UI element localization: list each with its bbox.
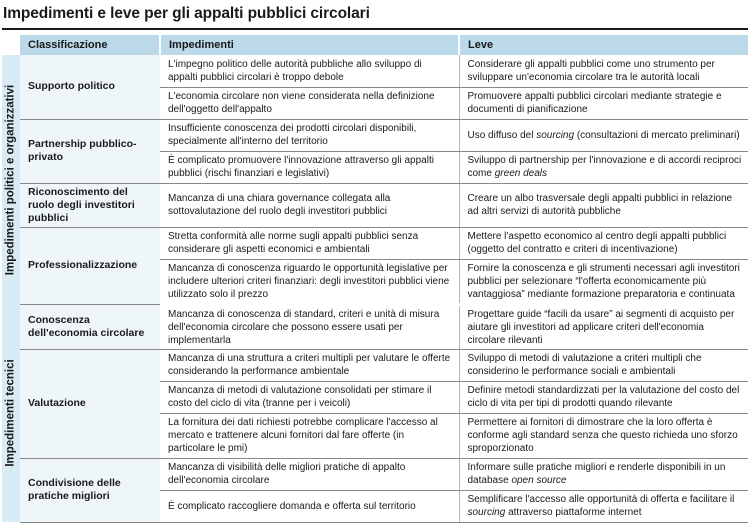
obstacle-cell: La fornitura dei dati richiesti potrebbe complicare l'accesso al mercato e trattenere alcuni fornitori dal fare offerte (in particolare le pmi) — [160, 413, 459, 458]
obstacle-cell: Mancanza di conoscenza riguardo le opportunità legislative per includere ulteriori criteri finanziari: degli investitori pubblici viene utilizzato solo il prezzo — [160, 259, 459, 304]
lever-cell — [459, 151, 748, 183]
obstacle-cell: Mancanza di una chiara governance collegata alla sottovalutazione del ruolo degli investitori pubblici — [160, 183, 459, 227]
lever-cell — [459, 458, 748, 490]
page-title: Impedimenti e leve per gli appalti pubblici circolari — [3, 5, 370, 22]
category-political — [2, 55, 20, 304]
lever-italic-text: sourcing — [536, 129, 575, 141]
row-label-ppp: Partnership pubblico-privato — [20, 119, 160, 183]
lever-cell: Creare un albo trasversale degli appalti pubblici in relazione ad altri servizi di autorità pubbliche — [459, 183, 748, 227]
table-row — [2, 183, 748, 227]
obstacle-cell: Insufficiente conoscenza dei prodotti circolari disponibili, specialmente all'interno del territorio — [160, 119, 459, 151]
lever-cell: Fornire la conoscenza e gli strumenti necessari agli investitori pubblici per selezionare “l'offerta economicamente più vantaggiosa” mediante formazione preparatoria e continuata — [459, 259, 748, 304]
obstacle-cell: Mancanza di una struttura a criteri multipli per valutare le offerte considerando la performance ambientale — [160, 349, 459, 381]
obstacles-levers-table — [2, 35, 748, 523]
row-label-knowledge: Conoscenza dell'economia circolare — [20, 304, 160, 349]
row-label-political-support: Supporto politico — [20, 55, 160, 119]
lever-text: Informare sulle pratiche migliori e renderle disponibili in un database — [467, 462, 726, 486]
lever-text: Sviluppo di partnership per l'innovazione e di accordi reciproci come — [467, 155, 742, 179]
lever-cell: Definire metodi standardizzati per la valutazione del costo del ciclo di vita per tipi di prodotti quando rilevante — [459, 381, 748, 413]
obstacle-cell: Mancanza di metodi di valutazione consolidati per stimare il costo del ciclo di vita (tranne per i veicoli) — [160, 381, 459, 413]
lever-italic-text: sourcing — [467, 507, 506, 518]
header-blank — [2, 35, 20, 55]
header-levers: Leve — [459, 35, 748, 55]
table-row — [2, 458, 748, 490]
obstacle-cell: L'economia circolare non viene considerata nella definizione dell'oggetto dell'appalto — [160, 87, 459, 119]
lever-italic-text: open source — [511, 475, 567, 486]
lever-text: Semplificare l'accesso alle opportunità di offerta e facilitare il — [467, 494, 735, 505]
table-row — [2, 55, 748, 87]
lever-cell: Promuovere appalti pubblici circolari mediante strategie e documenti di pianificazione — [459, 87, 748, 119]
table-row — [2, 304, 748, 349]
row-label-sharing: Condivisione delle pratiche migliori — [20, 458, 160, 522]
category-political-label: Impedimenti politici e organizzativi — [4, 84, 17, 275]
obstacle-cell: È complicato raccogliere domanda e offerta sul territorio — [160, 490, 459, 522]
table-row — [2, 119, 748, 151]
obstacle-cell: Mancanza di conoscenza di standard, criteri e unità di misura dell'economia circolare che possono essere usati per implementarla — [160, 304, 459, 349]
header-obstacles: Impedimenti — [160, 35, 459, 55]
category-technical — [2, 304, 20, 522]
lever-cell: Permettere ai fornitori di dimostrare che la loro offerta è conforme agli standard senza che questo richieda uno sforzo sproporzionato — [459, 413, 748, 458]
table-container — [2, 35, 748, 523]
obstacle-cell: L'impegno politico delle autorità pubbliche allo sviluppo di appalti pubblici circolari è troppo debole — [160, 55, 459, 87]
lever-text: (consultazioni di mercato preliminari) — [574, 129, 740, 141]
lever-text: attraverso piattaforme internet — [505, 507, 642, 518]
lever-cell — [459, 119, 748, 151]
row-label-evaluation: Valutazione — [20, 349, 160, 458]
header-classification: Classificazione — [20, 35, 160, 55]
obstacle-cell: È complicato promuovere l'innovazione attraverso gli appalti pubblici (rischi finanziari e legislativi) — [160, 151, 459, 183]
lever-cell — [459, 490, 748, 522]
obstacle-cell: Stretta conformità alle norme sugli appalti pubblici senza considerare gli aspetti economici e ambientali — [160, 227, 459, 259]
header-row — [2, 35, 748, 55]
lever-italic-text: green deals — [494, 168, 547, 179]
lever-text: Uso diffuso del — [467, 129, 537, 141]
row-label-role-recognition: Riconoscimento del ruolo degli investitori pubblici — [20, 183, 160, 227]
table-row — [2, 349, 748, 381]
lever-cell: Mettere l'aspetto economico al centro degli appalti pubblici (oggetto del contratto e criteri di incentivazione) — [459, 227, 748, 259]
lever-cell: Progettare guide “facili da usare” ai segmenti di acquisto per aiutare gli investitori ad applicare criteri dell'economia circolare rilevanti — [459, 304, 748, 349]
category-technical-label: Impedimenti tecnici — [4, 359, 17, 467]
row-label-professionalization: Professionalizzazione — [20, 227, 160, 304]
lever-cell: Considerare gli appalti pubblici come uno strumento per sviluppare un'economia circolare tra le autorità locali — [459, 55, 748, 87]
lever-cell: Sviluppo di metodi di valutazione a criteri multipli che considerino le performance sociali e ambientali — [459, 349, 748, 381]
title-rule — [2, 28, 748, 30]
table-row — [2, 227, 748, 259]
obstacle-cell: Mancanza di visibilità delle migliori pratiche di appalto dell'economia circolare — [160, 458, 459, 490]
